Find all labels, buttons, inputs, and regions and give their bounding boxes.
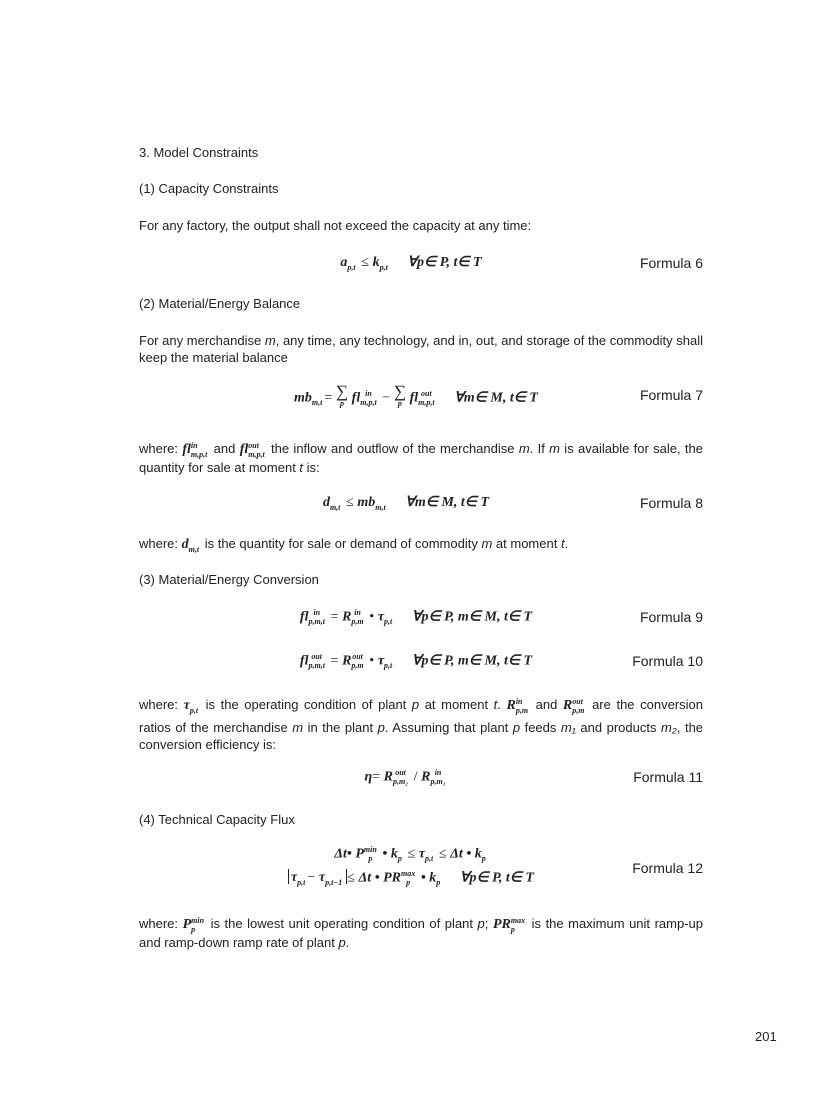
formula-9: fl in p,m,t = R in p,m • $\tau_{p,t}$ ∀p∈ P, m∈ M, t∈ T Formula 9 <box>299 608 703 627</box>
paragraph-demand: where: $d_{m,t}$ is the quantity for sale or demand of commodity m at moment t. <box>139 536 569 554</box>
formula-label: Formula 6 <box>639 255 703 271</box>
section-title: 3. Model Constraints <box>139 145 259 160</box>
paragraph-conversion: where: $\tau_{p,t}$ is the operating condition of plant p at moment t. R in p,m and R out p,m are the conversion ratios of the merchandise m in the plant p. Assuming that plant p feeds m₁ and products m₂, the conversion efficiency is: <box>139 696 704 752</box>
formula-8: $d_{m,t} \le mb_{m,t}$ ∀m∈ M, t∈ T Formula 8 <box>322 495 703 512</box>
heading-material-conversion: (3) Material/Energy Conversion <box>139 572 319 587</box>
formula-label: Formula 10 <box>632 653 703 669</box>
paragraph-material-balance: For any merchandise m, any time, any technology, and in, out, and storage of the commodity shall keep the material balance <box>139 333 703 365</box>
formula-7: $mb_{m,t}$ = ∑ p fl in m,p,t − ∑ p fl out m,p,t ∀m∈ M, t∈ T Formula 7 <box>294 382 703 408</box>
heading-capacity-constraints: (1) Capacity Constraints <box>139 181 279 196</box>
formula-label: Formula 12 <box>632 860 703 876</box>
formula-label: Formula 8 <box>639 495 703 511</box>
formula-label: Formula 11 <box>633 769 703 785</box>
formula-12: Δt• P min p • $k_p \le \tau_{p,t} \le \Delta t$ • $k_p$ $\tau_{p,t} - \tau_{p,t-1} \le \Delta t$ • PR max p • $k_p$ ∀p∈ P, t∈ T Formula 12 <box>139 845 703 893</box>
paragraph-capacity: For any factory, the output shall not exceed the capacity at any time: <box>139 218 532 233</box>
paragraph-flux: where: P min p is the lowest unit operating condition of plant p; PR max p is the maximum unit ramp-up and ramp-down ramp rate of plant p. <box>139 915 703 950</box>
formula-10: fl out p,m,t = R out p,m • $\tau_{p,t}$ ∀p∈ P, m∈ M, t∈ T Formula 10 <box>299 652 703 671</box>
heading-material-balance: (2) Material/Energy Balance <box>139 296 301 311</box>
paragraph-inflow-outflow: where: fl in m,p,t and fl out m,p,t the inflow and outflow of the merchandise m. If m is available for sale, the quantity for sale at moment t is: <box>139 440 703 475</box>
formula-6: $a_{p,t} \le k_{p,t}$ ∀p∈ P, t∈ T Formula 6 <box>340 255 703 272</box>
formula-label: Formula 7 <box>639 387 703 403</box>
formula-label: Formula 9 <box>639 609 703 625</box>
formula-11: η= R out p,m₂ / R in p,m₁ Formula 11 <box>364 768 703 786</box>
page-number: 201 <box>755 1029 777 1044</box>
heading-technical-capacity-flux: (4) Technical Capacity Flux <box>139 812 295 827</box>
